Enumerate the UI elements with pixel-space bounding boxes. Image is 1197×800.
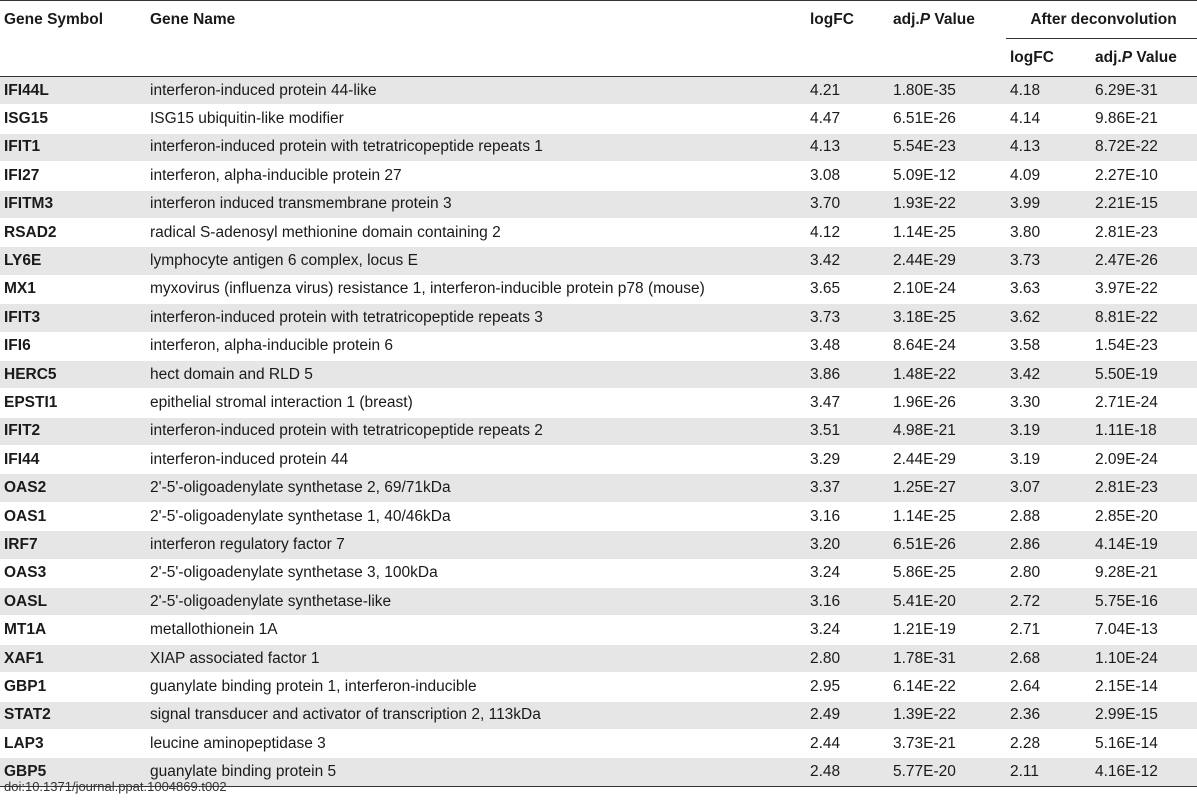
cell-adj-p-value: 1.48E-22 (889, 360, 1006, 388)
cell-gene-symbol: IFI44L (0, 77, 146, 105)
table-row (0, 559, 1197, 587)
cell-deconv-adj-p-value: 2.81E-23 (1091, 474, 1197, 502)
cell-adj-p-value: 1.25E-27 (889, 474, 1006, 502)
cell-adj-p-value: 8.64E-24 (889, 332, 1006, 360)
cell-gene-symbol: MX1 (0, 275, 146, 303)
cell-adj-p-value: 1.21E-19 (889, 616, 1006, 644)
table-body (0, 77, 1197, 787)
cell-gene-name: guanylate binding protein 5 (146, 758, 806, 786)
cell-gene-symbol: IFI44 (0, 446, 146, 474)
cell-adj-p-value: 2.44E-29 (889, 446, 1006, 474)
cell-deconv-adj-p-value: 3.97E-22 (1091, 275, 1197, 303)
cell-gene-name: metallothionein 1A (146, 616, 806, 644)
cell-adj-p-value: 3.18E-25 (889, 304, 1006, 332)
cell-deconv-adj-p-value: 5.75E-16 (1091, 588, 1197, 616)
cell-gene-symbol: RSAD2 (0, 218, 146, 246)
cell-gene-name: leucine aminopeptidase 3 (146, 729, 806, 757)
cell-gene-name: interferon regulatory factor 7 (146, 531, 806, 559)
cell-logfc: 3.29 (806, 446, 889, 474)
table-row (0, 701, 1197, 729)
cell-logfc: 4.13 (806, 133, 889, 161)
cell-gene-symbol: OAS2 (0, 474, 146, 502)
cell-gene-symbol: GBP5 (0, 758, 146, 786)
header-adj-p-value (889, 1, 1006, 77)
cell-adj-p-value: 6.51E-26 (889, 531, 1006, 559)
cell-gene-symbol: GBP1 (0, 673, 146, 701)
cell-logfc: 4.47 (806, 105, 889, 133)
cell-gene-name: signal transducer and activator of transcription 2, 113kDa (146, 701, 806, 729)
cell-gene-name: 2'-5'-oligoadenylate synthetase 3, 100kDa (146, 559, 806, 587)
header-gene-symbol: Gene Symbol (4, 11, 104, 28)
cell-deconv-logfc: 3.80 (1006, 218, 1091, 246)
cell-deconv-logfc: 2.88 (1006, 502, 1091, 530)
cell-deconv-logfc: 2.71 (1006, 616, 1091, 644)
cell-adj-p-value: 2.44E-29 (889, 247, 1006, 275)
cell-deconv-adj-p-value: 4.14E-19 (1091, 531, 1197, 559)
subheader-adj-p-value (1091, 39, 1197, 77)
cell-gene-name: 2'-5'-oligoadenylate synthetase 1, 40/46kDa (146, 502, 806, 530)
cell-gene-name: 2'-5'-oligoadenylate synthetase-like (146, 588, 806, 616)
cell-adj-p-value: 5.77E-20 (889, 758, 1006, 786)
cell-logfc: 3.51 (806, 417, 889, 445)
cell-deconv-adj-p-value: 2.81E-23 (1091, 218, 1197, 246)
cell-deconv-logfc: 3.19 (1006, 446, 1091, 474)
cell-adj-p-value: 1.39E-22 (889, 701, 1006, 729)
cell-deconv-adj-p-value: 2.27E-10 (1091, 162, 1197, 190)
cell-gene-name: interferon-induced protein 44-like (146, 77, 806, 105)
cell-gene-name: hect domain and RLD 5 (146, 360, 806, 388)
cell-gene-symbol: OAS3 (0, 559, 146, 587)
cell-deconv-logfc: 3.30 (1006, 389, 1091, 417)
cell-deconv-adj-p-value: 6.29E-31 (1091, 77, 1197, 105)
table-row (0, 77, 1197, 105)
cell-logfc: 2.49 (806, 701, 889, 729)
table-row (0, 588, 1197, 616)
cell-deconv-logfc: 4.09 (1006, 162, 1091, 190)
header-adj-p-prefix: adj. (893, 11, 920, 28)
cell-deconv-adj-p-value: 2.99E-15 (1091, 701, 1197, 729)
cell-gene-symbol: IRF7 (0, 531, 146, 559)
cell-adj-p-value: 4.98E-21 (889, 417, 1006, 445)
header-logfc: logFC (810, 11, 854, 28)
table-row (0, 332, 1197, 360)
cell-deconv-logfc: 2.80 (1006, 559, 1091, 587)
cell-deconv-adj-p-value: 2.47E-26 (1091, 247, 1197, 275)
cell-deconv-adj-p-value: 2.21E-15 (1091, 190, 1197, 218)
cell-gene-name: epithelial stromal interaction 1 (breast) (146, 389, 806, 417)
cell-gene-symbol: MT1A (0, 616, 146, 644)
cell-adj-p-value: 1.78E-31 (889, 644, 1006, 672)
cell-gene-name: interferon induced transmembrane protein 3 (146, 190, 806, 218)
cell-adj-p-value: 1.80E-35 (889, 77, 1006, 105)
cell-deconv-adj-p-value: 2.71E-24 (1091, 389, 1197, 417)
cell-logfc: 4.12 (806, 218, 889, 246)
cell-deconv-adj-p-value: 5.50E-19 (1091, 360, 1197, 388)
cell-gene-name: interferon, alpha-inducible protein 6 (146, 332, 806, 360)
cell-gene-name: ISG15 ubiquitin-like modifier (146, 105, 806, 133)
cell-logfc: 2.95 (806, 673, 889, 701)
cell-gene-symbol: IFIT2 (0, 417, 146, 445)
cell-gene-name: interferon, alpha-inducible protein 27 (146, 162, 806, 190)
cell-gene-symbol: OAS1 (0, 502, 146, 530)
cell-gene-symbol: LAP3 (0, 729, 146, 757)
cell-gene-symbol: IFIT3 (0, 304, 146, 332)
cell-logfc: 3.65 (806, 275, 889, 303)
cell-adj-p-value: 3.73E-21 (889, 729, 1006, 757)
cell-gene-symbol: OASL (0, 588, 146, 616)
cell-deconv-adj-p-value: 7.04E-13 (1091, 616, 1197, 644)
cell-logfc: 3.70 (806, 190, 889, 218)
subheader-adj-p-suffix: Value (1132, 48, 1177, 66)
cell-gene-symbol: IFI6 (0, 332, 146, 360)
cell-deconv-adj-p-value: 8.72E-22 (1091, 133, 1197, 161)
cell-gene-name: interferon-induced protein with tetratricopeptide repeats 3 (146, 304, 806, 332)
table-row (0, 502, 1197, 530)
cell-gene-symbol: XAF1 (0, 644, 146, 672)
header-after-deconvolution: After deconvolution (1006, 1, 1197, 39)
cell-deconv-logfc: 2.64 (1006, 673, 1091, 701)
cell-gene-name: interferon-induced protein with tetratricopeptide repeats 1 (146, 133, 806, 161)
cell-adj-p-value: 1.14E-25 (889, 218, 1006, 246)
cell-deconv-logfc: 2.72 (1006, 588, 1091, 616)
cell-gene-name: interferon-induced protein 44 (146, 446, 806, 474)
cell-logfc: 2.80 (806, 644, 889, 672)
cell-deconv-logfc: 3.19 (1006, 417, 1091, 445)
cell-deconv-adj-p-value: 2.85E-20 (1091, 502, 1197, 530)
cell-deconv-logfc: 2.28 (1006, 729, 1091, 757)
table-row (0, 531, 1197, 559)
cell-logfc: 3.37 (806, 474, 889, 502)
cell-deconv-adj-p-value: 1.54E-23 (1091, 332, 1197, 360)
table-row (0, 218, 1197, 246)
table-header (0, 1, 1197, 77)
table-row (0, 673, 1197, 701)
table-row (0, 190, 1197, 218)
cell-deconv-adj-p-value: 9.28E-21 (1091, 559, 1197, 587)
cell-deconv-adj-p-value: 8.81E-22 (1091, 304, 1197, 332)
cell-deconv-logfc: 4.14 (1006, 105, 1091, 133)
cell-deconv-logfc: 3.42 (1006, 360, 1091, 388)
cell-logfc: 2.44 (806, 729, 889, 757)
table-row (0, 417, 1197, 445)
cell-gene-symbol: HERC5 (0, 360, 146, 388)
cell-deconv-logfc: 4.13 (1006, 133, 1091, 161)
cell-deconv-adj-p-value: 9.86E-21 (1091, 105, 1197, 133)
cell-gene-name: lymphocyte antigen 6 complex, locus E (146, 247, 806, 275)
cell-adj-p-value: 5.54E-23 (889, 133, 1006, 161)
cell-deconv-adj-p-value: 2.15E-14 (1091, 673, 1197, 701)
cell-gene-symbol: IFITM3 (0, 190, 146, 218)
header-gene-name: Gene Name (150, 11, 236, 28)
cell-deconv-adj-p-value: 5.16E-14 (1091, 729, 1197, 757)
cell-adj-p-value: 1.93E-22 (889, 190, 1006, 218)
cell-logfc: 3.47 (806, 389, 889, 417)
cell-deconv-logfc: 4.18 (1006, 77, 1091, 105)
cell-logfc: 3.16 (806, 588, 889, 616)
cell-logfc: 3.20 (806, 531, 889, 559)
header-adj-p-italic: P (919, 11, 931, 28)
cell-gene-name: 2'-5'-oligoadenylate synthetase 2, 69/71kDa (146, 474, 806, 502)
cell-gene-symbol: IFI27 (0, 162, 146, 190)
cell-deconv-logfc: 2.36 (1006, 701, 1091, 729)
cell-gene-symbol: IFIT1 (0, 133, 146, 161)
cell-logfc: 3.86 (806, 360, 889, 388)
cell-logfc: 3.42 (806, 247, 889, 275)
table-row (0, 105, 1197, 133)
cell-gene-symbol: ISG15 (0, 105, 146, 133)
table-row (0, 446, 1197, 474)
subheader-adj-p-prefix: adj. (1095, 48, 1122, 66)
table-row (0, 162, 1197, 190)
cell-logfc: 2.48 (806, 758, 889, 786)
cell-adj-p-value: 6.51E-26 (889, 105, 1006, 133)
table-row (0, 304, 1197, 332)
cell-deconv-logfc: 3.73 (1006, 247, 1091, 275)
cell-gene-name: interferon-induced protein with tetratricopeptide repeats 2 (146, 417, 806, 445)
cell-deconv-logfc: 3.07 (1006, 474, 1091, 502)
cell-deconv-logfc: 2.68 (1006, 644, 1091, 672)
cell-deconv-logfc: 3.99 (1006, 190, 1091, 218)
table-row (0, 616, 1197, 644)
cell-adj-p-value: 5.41E-20 (889, 588, 1006, 616)
header-adj-p-suffix: Value (930, 11, 975, 28)
cell-gene-symbol: EPSTI1 (0, 389, 146, 417)
table-row (0, 133, 1197, 161)
table-row (0, 360, 1197, 388)
cell-deconv-adj-p-value: 2.09E-24 (1091, 446, 1197, 474)
cell-logfc: 3.73 (806, 304, 889, 332)
subheader-logfc: logFC (1010, 48, 1054, 66)
table-row (0, 644, 1197, 672)
cell-gene-name: XIAP associated factor 1 (146, 644, 806, 672)
table-row (0, 729, 1197, 757)
cell-deconv-logfc: 3.62 (1006, 304, 1091, 332)
cell-deconv-adj-p-value: 1.11E-18 (1091, 417, 1197, 445)
cell-gene-name: radical S-adenosyl methionine domain containing 2 (146, 218, 806, 246)
cell-adj-p-value: 5.09E-12 (889, 162, 1006, 190)
cell-adj-p-value: 2.10E-24 (889, 275, 1006, 303)
cell-logfc: 3.24 (806, 616, 889, 644)
cell-gene-symbol: LY6E (0, 247, 146, 275)
table-row (0, 275, 1197, 303)
cell-deconv-logfc: 3.63 (1006, 275, 1091, 303)
cell-adj-p-value: 6.14E-22 (889, 673, 1006, 701)
cell-logfc: 3.48 (806, 332, 889, 360)
cell-gene-symbol: STAT2 (0, 701, 146, 729)
doi-caption: doi:10.1371/journal.ppat.1004869.t002 (4, 779, 227, 794)
cell-adj-p-value: 1.14E-25 (889, 502, 1006, 530)
cell-deconv-adj-p-value: 4.16E-12 (1091, 758, 1197, 786)
cell-deconv-logfc: 2.86 (1006, 531, 1091, 559)
table-row (0, 474, 1197, 502)
cell-deconv-adj-p-value: 1.10E-24 (1091, 644, 1197, 672)
cell-deconv-logfc: 2.11 (1006, 758, 1091, 786)
table-row (0, 247, 1197, 275)
subheader-adj-p-italic: P (1121, 48, 1133, 66)
table-row (0, 389, 1197, 417)
cell-logfc: 4.21 (806, 77, 889, 105)
cell-adj-p-value: 5.86E-25 (889, 559, 1006, 587)
cell-logfc: 3.08 (806, 162, 889, 190)
cell-gene-name: guanylate binding protein 1, interferon-inducible (146, 673, 806, 701)
cell-logfc: 3.16 (806, 502, 889, 530)
cell-deconv-logfc: 3.58 (1006, 332, 1091, 360)
header-row-1 (0, 1, 1197, 39)
cell-gene-name: myxovirus (influenza virus) resistance 1, interferon-inducible protein p78 (mouse) (146, 275, 806, 303)
cell-logfc: 3.24 (806, 559, 889, 587)
cell-adj-p-value: 1.96E-26 (889, 389, 1006, 417)
